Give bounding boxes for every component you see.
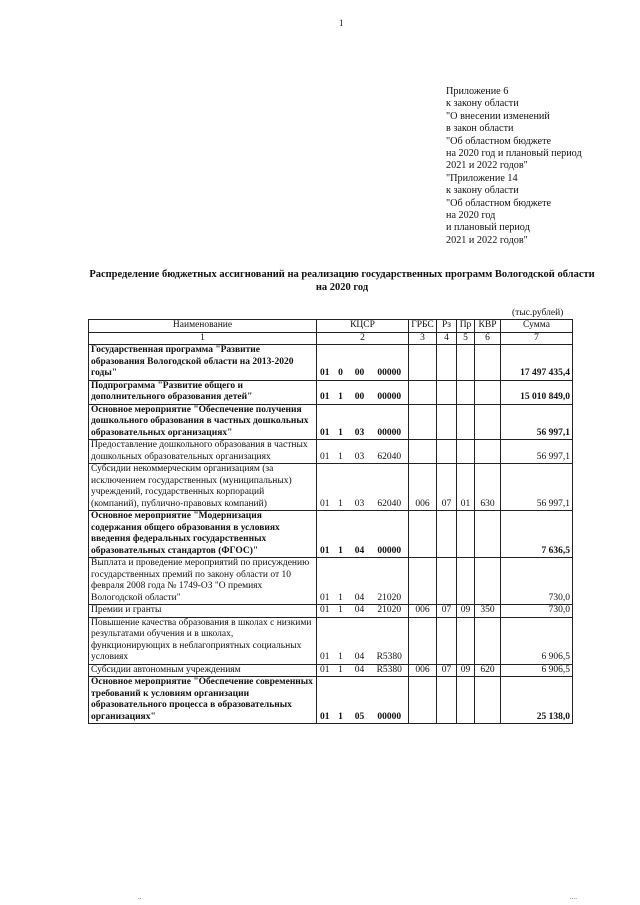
col-number: 7 (501, 332, 573, 345)
sum-cell: 6 906,5 (501, 617, 573, 664)
table-row (89, 404, 573, 440)
kcsr-part-4: 00000 (371, 380, 409, 404)
kvr-cell (475, 404, 501, 440)
kcsr-part-4: 00000 (371, 511, 409, 558)
table-row (89, 511, 573, 558)
appendix-line: на 2020 год и плановый период (446, 148, 582, 160)
kcsr-part-3: 03 (349, 404, 371, 440)
appendix-line: и плановый период (446, 222, 530, 234)
appendix-line: Приложение 6 (446, 86, 509, 97)
kcsr-part-3: 00 (349, 345, 371, 381)
grbs-cell: 006 (409, 664, 437, 677)
kcsr-part-2: 1 (333, 677, 349, 724)
kcsr-part-4: R5380 (371, 617, 409, 664)
kcsr-part-1: 01 (317, 605, 333, 618)
grbs-cell: 006 (409, 464, 437, 511)
kcsr-part-1: 01 (317, 440, 333, 464)
rz-cell (437, 617, 457, 664)
table-row (89, 440, 573, 464)
pr-cell (457, 380, 475, 404)
grbs-cell (409, 558, 437, 605)
row-name: Выплата и проведение мероприятий по присуждению государственных премий по закону области от 10 февраля 2008 года № 1749-ОЗ "О премиях Вологодской области" (89, 558, 317, 605)
row-name: Основное мероприятие "Обеспечение современных требований к условиям организации образовательного процесса в образовательных организациях" (89, 677, 317, 724)
kcsr-part-4: 00000 (371, 404, 409, 440)
sum-cell: 56 997,1 (501, 440, 573, 464)
kcsr-part-3: 00 (349, 380, 371, 404)
kcsr-part-2: 1 (333, 605, 349, 618)
sum-cell: 17 497 435,4 (501, 345, 573, 381)
col-number: 4 (437, 332, 457, 345)
sum-cell: 730,0 (501, 605, 573, 618)
rz-cell (437, 345, 457, 381)
kvr-cell (475, 677, 501, 724)
units-label: (тыс.рублей) (512, 308, 564, 318)
kvr-cell (475, 558, 501, 605)
kvr-cell (475, 440, 501, 464)
kcsr-part-2: 1 (333, 664, 349, 677)
kcsr-part-2: 1 (333, 511, 349, 558)
sum-cell: 56 997,1 (501, 464, 573, 511)
column-number-row (89, 332, 573, 345)
rz-cell (437, 677, 457, 724)
kcsr-part-4: R5380 (371, 664, 409, 677)
sum-cell: 6 906,5 (501, 664, 573, 677)
header-pr: Пр (457, 320, 475, 333)
kvr-cell: 620 (475, 664, 501, 677)
appendix-line: "О внесении изменений (446, 110, 550, 122)
grbs-cell (409, 511, 437, 558)
kcsr-part-1: 01 (317, 464, 333, 511)
kcsr-part-3: 04 (349, 558, 371, 605)
document-title (80, 268, 604, 294)
kcsr-part-1: 01 (317, 380, 333, 404)
table-row (89, 345, 573, 381)
appendix-line: к закону области (446, 98, 519, 110)
kcsr-part-1: 01 (317, 511, 333, 558)
table-row (89, 617, 573, 664)
appendix-line: 2021 и 2022 годов" (446, 234, 528, 246)
footer-mark-right: .... (570, 893, 577, 901)
row-name: Подпрограмма "Развитие общего и дополнительного образования детей" (89, 380, 317, 404)
rz-cell: 07 (437, 605, 457, 618)
row-name: Повышение качества образования в школах с низкими результатами обучения и в школах, функционирующих в неблагоприятных социальных условиях (89, 617, 317, 664)
table-row (89, 558, 573, 605)
pr-cell (457, 511, 475, 558)
kcsr-part-4: 00000 (371, 345, 409, 381)
header-grbs: ГРБС (409, 320, 437, 333)
sum-cell: 15 010 849,0 (501, 380, 573, 404)
appendix-line: 2021 и 2022 годов" (446, 160, 528, 172)
pr-cell: 01 (457, 464, 475, 511)
rz-cell (437, 558, 457, 605)
rz-cell: 07 (437, 464, 457, 511)
kcsr-part-3: 04 (349, 605, 371, 618)
sum-cell: 7 636,5 (501, 511, 573, 558)
kvr-cell (475, 617, 501, 664)
sum-cell: 25 138,0 (501, 677, 573, 724)
kcsr-part-2: 0 (333, 345, 349, 381)
pr-cell: 09 (457, 664, 475, 677)
col-number: 3 (409, 332, 437, 345)
kcsr-part-4: 62040 (371, 440, 409, 464)
title-line-1: Распределение бюджетных ассигнований на реализацию государственных программ Вологодской области (89, 269, 595, 280)
pr-cell: 09 (457, 605, 475, 618)
grbs-cell (409, 617, 437, 664)
table-row (89, 664, 573, 677)
kcsr-part-2: 1 (333, 380, 349, 404)
kvr-cell (475, 380, 501, 404)
row-name: Основное мероприятие "Обеспечение получения дошкольного образования в частных дошкольных образовательных организациях" (89, 404, 317, 440)
kcsr-part-2: 1 (333, 440, 349, 464)
kcsr-part-1: 01 (317, 617, 333, 664)
grbs-cell: 006 (409, 605, 437, 618)
row-name: Субсидии некоммерческим организациям (за исключением государственных (муниципальных) учреждений, государственных корпораций (компаний), публично-правовых компаний) (89, 464, 317, 511)
col-number: 2 (317, 332, 409, 345)
table-row (89, 380, 573, 404)
appendix-line: "Об областном бюджете (446, 135, 552, 147)
kcsr-part-3: 04 (349, 511, 371, 558)
budget-table (88, 319, 573, 724)
kcsr-part-1: 01 (317, 677, 333, 724)
kvr-cell: 350 (475, 605, 501, 618)
pr-cell (457, 440, 475, 464)
kcsr-part-4: 00000 (371, 677, 409, 724)
table-row (89, 464, 573, 511)
grbs-cell (409, 380, 437, 404)
header-rz: Рз (437, 320, 457, 333)
kcsr-part-3: 03 (349, 440, 371, 464)
kcsr-part-3: 05 (349, 677, 371, 724)
row-name: Предоставление дошкольного образования в частных дошкольных образовательных организациях (89, 440, 317, 464)
appendix-line: в закон области (446, 123, 514, 135)
rz-cell (437, 380, 457, 404)
page-number: 1 (339, 18, 344, 28)
sum-cell: 56 997,1 (501, 404, 573, 440)
pr-cell (457, 404, 475, 440)
sum-cell: 730,0 (501, 558, 573, 605)
pr-cell (457, 558, 475, 605)
kcsr-part-2: 1 (333, 617, 349, 664)
kcsr-part-4: 62040 (371, 464, 409, 511)
kcsr-part-1: 01 (317, 664, 333, 677)
kcsr-part-3: 03 (349, 464, 371, 511)
kvr-cell (475, 345, 501, 381)
header-kvr: КВР (475, 320, 501, 333)
header-row (89, 320, 573, 333)
pr-cell (457, 617, 475, 664)
appendix-line: к закону области (446, 185, 519, 197)
header-sum: Сумма (501, 320, 573, 333)
kvr-cell (475, 511, 501, 558)
appendix-line: "Об областном бюджете (446, 197, 552, 209)
rz-cell (437, 440, 457, 464)
kcsr-part-1: 01 (317, 404, 333, 440)
col-number: 1 (89, 332, 317, 345)
kcsr-part-2: 1 (333, 464, 349, 511)
title-line-2: на 2020 год (315, 282, 369, 293)
header-kcsr: КЦСР (317, 320, 409, 333)
pr-cell (457, 345, 475, 381)
kcsr-part-4: 21020 (371, 605, 409, 618)
row-name: Премии и гранты (89, 605, 317, 618)
grbs-cell (409, 345, 437, 381)
row-name: Субсидии автономным учреждениям (89, 664, 317, 677)
kvr-cell: 630 (475, 464, 501, 511)
kcsr-part-3: 04 (349, 617, 371, 664)
kcsr-part-2: 1 (333, 404, 349, 440)
pr-cell (457, 677, 475, 724)
kcsr-part-3: 04 (349, 664, 371, 677)
rz-cell (437, 404, 457, 440)
row-name: Государственная программа "Развитие образования Вологодской области на 2013-2020 годы" (89, 345, 317, 381)
kcsr-part-2: 1 (333, 558, 349, 605)
appendix-line: на 2020 год (446, 210, 496, 222)
kcsr-part-4: 21020 (371, 558, 409, 605)
appendix-line: "Приложение 14 (446, 172, 518, 184)
grbs-cell (409, 440, 437, 464)
col-number: 5 (457, 332, 475, 345)
kcsr-part-1: 01 (317, 345, 333, 381)
grbs-cell (409, 404, 437, 440)
footer-mark-left: .. (138, 893, 142, 901)
col-number: 6 (475, 332, 501, 345)
table-row (89, 605, 573, 618)
table-row (89, 677, 573, 724)
rz-cell (437, 511, 457, 558)
row-name: Основное мероприятие "Модернизация содержания общего образования в условиях введения федеральных государственных образовательных стандартов (ФГОС)" (89, 511, 317, 558)
rz-cell: 07 (437, 664, 457, 677)
kcsr-part-1: 01 (317, 558, 333, 605)
header-name: Наименование (89, 320, 317, 333)
grbs-cell (409, 677, 437, 724)
appendix-header (446, 86, 636, 247)
